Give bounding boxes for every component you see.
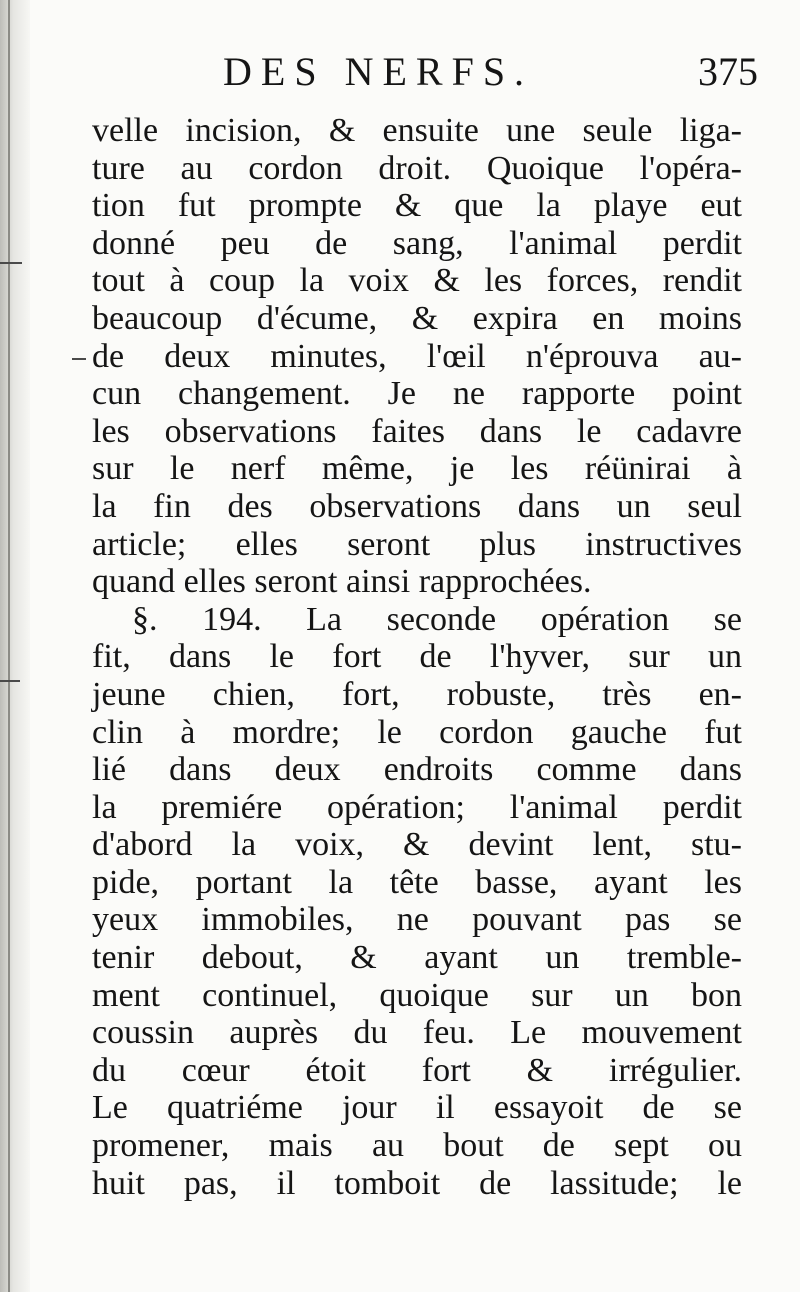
binding-edge [8, 0, 10, 1292]
text-line: huit pas, il tomboit de lassitude; le [92, 1164, 742, 1202]
text-line: quand elles seront ainsi rapprochées. [92, 563, 592, 601]
text-line: de deux minutes, l'œil n'éprouva au- [92, 337, 742, 375]
running-head: DES NERFS. [223, 49, 534, 94]
section-start-line: §. 194. La seconde opération se [132, 600, 742, 638]
page-header [95, 44, 760, 94]
text-line: Le quatriéme jour il essayoit de se [92, 1089, 742, 1127]
text-line: cun changement. Je ne rapporte point [92, 375, 742, 413]
text-line: beaucoup d'écume, & expira en moins [92, 299, 742, 337]
text-line: les observations faites dans le cadavre [92, 412, 742, 450]
text-line: sur le nerf même, je les réünirai à [92, 450, 742, 488]
text-line: pide, portant la tête basse, ayant les [92, 863, 742, 901]
text-line: la fin des observations dans un seul [92, 487, 742, 525]
gutter-mark [0, 262, 22, 264]
text-line: tion fut prompte & que la playe eut [92, 187, 742, 225]
text-line: promener, mais au bout de sept ou [92, 1127, 742, 1165]
text-line: fit, dans le fort de l'hyver, sur un [92, 638, 742, 676]
text-line: yeux immobiles, ne pouvant pas se [92, 901, 742, 939]
text-line: tout à coup la voix & les forces, rendit [92, 262, 742, 300]
text-line: coussin auprès du feu. Le mouvement [92, 1014, 742, 1052]
page-gutter [0, 0, 30, 1292]
text-line: du cœur étoit fort & irrégulier. [92, 1051, 742, 1089]
text-line: article; elles seront plus instructives [92, 525, 742, 563]
text-line: velle incision, & ensuite une seule liga- [92, 112, 742, 149]
text-line: jeune chien, fort, robuste, très en- [92, 675, 742, 713]
text-line: d'abord la voix, & devint lent, stu- [92, 826, 742, 864]
text-line: donné peu de sang, l'animal perdit [92, 224, 742, 262]
gutter-mark [0, 680, 20, 682]
text-line: ment continuel, quoique sur un bon [92, 976, 742, 1014]
text-line: ture au cordon droit. Quoique l'opéra- [92, 149, 742, 187]
gutter-mark [72, 358, 86, 360]
page-number: 375 [698, 49, 758, 94]
text-line: tenir debout, & ayant un tremble- [92, 939, 742, 977]
text-line: clin à mordre; le cordon gauche fut [92, 713, 742, 751]
text-line: la premiére opération; l'animal perdit [92, 788, 742, 826]
body-text [92, 112, 742, 1202]
text-line: lié dans deux endroits comme dans [92, 751, 742, 789]
